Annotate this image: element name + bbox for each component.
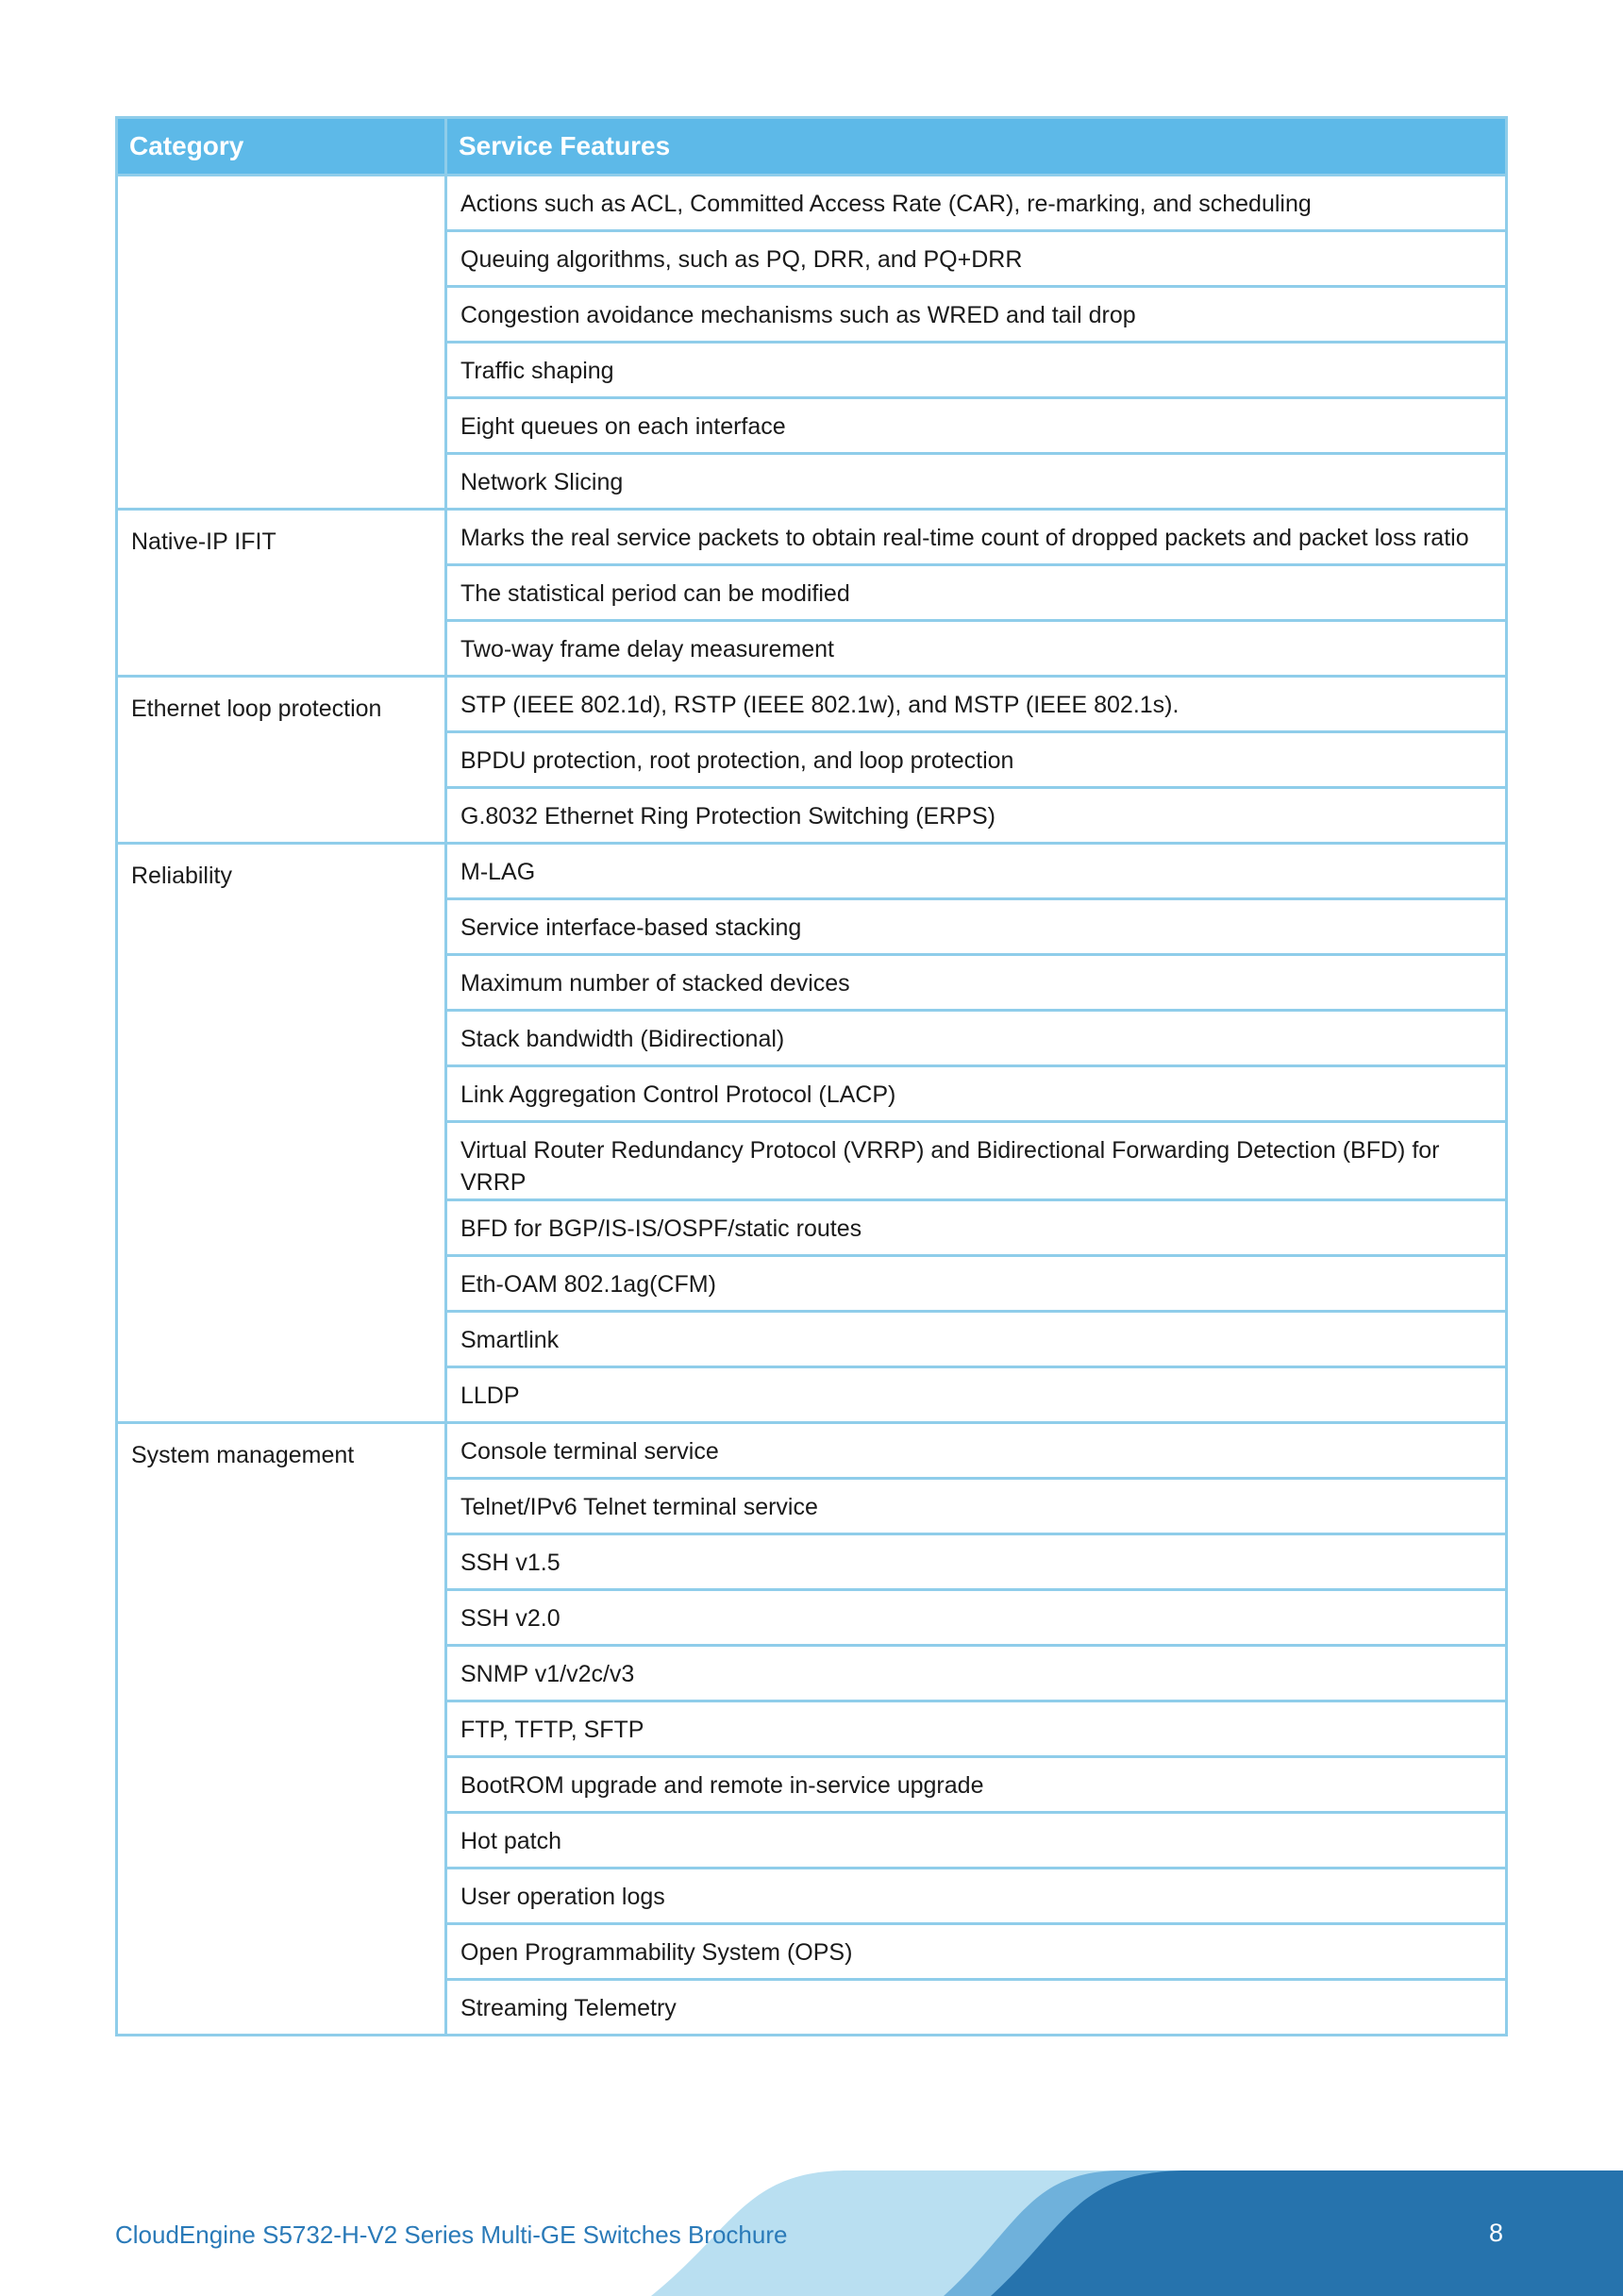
feature-cell: Console terminal service [446, 1423, 1507, 1479]
feature-cell: The statistical period can be modified [446, 565, 1507, 621]
header-service-features: Service Features [446, 118, 1507, 176]
table-body [117, 176, 1507, 2036]
feature-cell: LLDP [446, 1367, 1507, 1423]
category-cell: Reliability [117, 844, 446, 1423]
feature-cell: Service interface-based stacking [446, 899, 1507, 955]
category-cell: Native-IP IFIT [117, 510, 446, 677]
table-header-row [117, 118, 1507, 176]
feature-cell: BootROM upgrade and remote in-service upgrade [446, 1757, 1507, 1813]
service-features-table [115, 116, 1508, 2036]
feature-cell: FTP, TFTP, SFTP [446, 1701, 1507, 1757]
feature-cell: Network Slicing [446, 454, 1507, 510]
table-row [117, 510, 1507, 565]
header-category: Category [117, 118, 446, 176]
feature-cell: G.8032 Ethernet Ring Protection Switching (ERPS) [446, 788, 1507, 844]
feature-cell: SSH v1.5 [446, 1534, 1507, 1590]
footer-document-title: CloudEngine S5732-H-V2 Series Multi-GE Switches Brochure [115, 2221, 788, 2249]
feature-cell: Maximum number of stacked devices [446, 955, 1507, 1011]
feature-cell: SSH v2.0 [446, 1590, 1507, 1646]
table-row [117, 176, 1507, 231]
feature-cell: BFD for BGP/IS-IS/OSPF/static routes [446, 1200, 1507, 1256]
feature-cell: BPDU protection, root protection, and loop protection [446, 732, 1507, 788]
feature-cell: Smartlink [446, 1312, 1507, 1367]
feature-cell: Stack bandwidth (Bidirectional) [446, 1011, 1507, 1066]
feature-cell: Marks the real service packets to obtain real-time count of dropped packets and packet loss ratio [446, 510, 1507, 565]
feature-cell: Eight queues on each interface [446, 398, 1507, 454]
feature-cell: Two-way frame delay measurement [446, 621, 1507, 677]
feature-cell: STP (IEEE 802.1d), RSTP (IEEE 802.1w), and MSTP (IEEE 802.1s). [446, 677, 1507, 732]
table-row [117, 1423, 1507, 1479]
table-row [117, 677, 1507, 732]
feature-cell: Link Aggregation Control Protocol (LACP) [446, 1066, 1507, 1122]
feature-cell: M-LAG [446, 844, 1507, 899]
feature-cell: Streaming Telemetry [446, 1980, 1507, 2036]
page-number: 8 [1489, 2219, 1504, 2247]
feature-cell: Hot patch [446, 1813, 1507, 1869]
feature-cell: Queuing algorithms, such as PQ, DRR, and PQ+DRR [446, 231, 1507, 287]
feature-cell: Congestion avoidance mechanisms such as WRED and tail drop [446, 287, 1507, 343]
table-row [117, 844, 1507, 899]
feature-cell: Traffic shaping [446, 343, 1507, 398]
feature-cell: Open Programmability System (OPS) [446, 1924, 1507, 1980]
category-cell: Ethernet loop protection [117, 677, 446, 844]
feature-cell: SNMP v1/v2c/v3 [446, 1646, 1507, 1701]
feature-cell: Virtual Router Redundancy Protocol (VRRP) and Bidirectional Forwarding Detection (BFD) for VRRP [446, 1122, 1507, 1200]
feature-cell: User operation logs [446, 1869, 1507, 1924]
category-cell [117, 176, 446, 510]
feature-cell: Actions such as ACL, Committed Access Rate (CAR), re-marking, and scheduling [446, 176, 1507, 231]
feature-cell: Telnet/IPv6 Telnet terminal service [446, 1479, 1507, 1534]
category-cell: System management [117, 1423, 446, 2036]
feature-cell: Eth-OAM 802.1ag(CFM) [446, 1256, 1507, 1312]
